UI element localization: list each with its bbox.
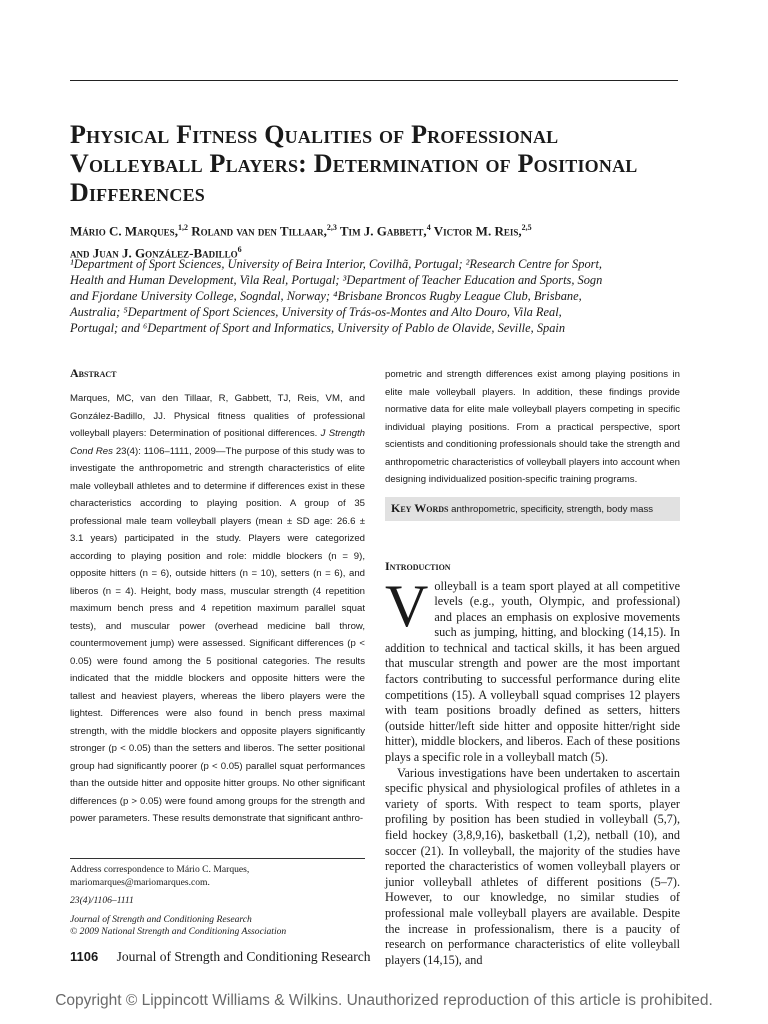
- correspondence: Address correspondence to Mário C. Marques, mariomarques@mariomarques.com.: [70, 864, 250, 888]
- author-name: Victor M. Reis,: [433, 223, 522, 239]
- journal-copyright: [70, 914, 365, 939]
- introduction-body: [385, 572, 680, 969]
- footnote-journal: Journal of Strength and Conditioning Research: [70, 913, 252, 925]
- left-column: [70, 366, 365, 828]
- keywords-box: [385, 497, 680, 521]
- author-affil-sup: 2,3: [326, 223, 337, 232]
- issue-info: 23(4)/1106–1111: [70, 895, 134, 906]
- abstract-continuation: pometric and strength differences exist among playing positions in elite male volleyball players. In addition, these findings provide normative data for elite male volleyball players competing in specific individual playing positions. From a practical perspective, sport scientists and conditioning professionals should take the strength and anthropometric characteristics of volleyball players into account when designing individualized position-specific training programs.: [385, 369, 680, 485]
- author-affil-sup: 4: [426, 223, 431, 232]
- drop-cap: V: [385, 572, 429, 639]
- intro-paragraph-1: [385, 572, 680, 766]
- introduction-heading: Introduction: [385, 558, 451, 573]
- abstract-text: [70, 390, 365, 828]
- footnote-rule: [70, 858, 365, 859]
- keywords-text: anthropometric, specificity, strength, body mass: [451, 503, 654, 515]
- abstract-heading: Abstract: [70, 366, 117, 380]
- page-footer: [70, 948, 371, 966]
- page-number: 1106: [70, 949, 99, 964]
- author-affil-sup: 6: [237, 245, 242, 255]
- author-name: Mário C. Marques,: [70, 223, 178, 239]
- author-affil-sup: 1,2: [177, 223, 188, 232]
- abstract-citation: Marques, MC, van den Tillaar, R, Gabbett, TJ, Reis, VM, and González-Badillo, JJ. Physical fitness qualities of professional volleyball players: Determination of positional differences.: [70, 393, 365, 439]
- intro-paragraph-2: Various investigations have been undertaken to ascertain specific physical and physiological profiles of athletes in a variety of sports. With respect to team sports, player profiling by position has been studied in volleyball (5,7), field hockey (3,8,9,16), basketball (1,2), netball (10), and soccer (21). In volleyball, the majority of the studies have reported the characteristics of women volleyball players or junior volleyball athletes of different positions (5–7). However, to our knowledge, no similar studies of professional male volleyball players are available. Despite the increase in professionalism, there is a paucity of research on performance characteristics of elite volleyball players (14,15), and: [385, 765, 680, 967]
- journal-ref: J Strength Cond Res: [70, 428, 366, 457]
- keywords-label: Key Words: [391, 500, 449, 515]
- affiliations: ¹Department of Sport Sciences, University of Beira Interior, Covilhã, Portugal; ²Research Centre for Sport, Health and Human Development, Vila Real, Portugal; ³Department of Teacher Education and Sports, Sogn and Fjordane University College, Sogndal, Norway; ⁴Brisbane Broncos Rugby League Club, Brisbane, Australia; ⁵Department of Sport Sciences, University of Trás-os-Montes and Alto Douro, Vila Real, Portugal; and ⁶Department of Sport and Informatics, University of Pablo de Olavide, Seville, Spain: [70, 257, 603, 335]
- footnote-copyright: © 2009 National Strength and Conditioning Association: [70, 926, 287, 937]
- author-affil-sup: 2,5: [521, 223, 532, 232]
- article-title: Physical Fitness Qualities of Professional Volleyball Players: Determination of Positional Differences: [70, 120, 638, 207]
- author-name: Tim J. Gabbett,: [339, 223, 427, 239]
- footnote: [70, 864, 365, 945]
- right-column: [385, 366, 680, 968]
- author-name: Roland van den Tillaar,: [191, 223, 327, 239]
- journal-title: Journal of Strength and Conditioning Research: [116, 949, 371, 964]
- intro-paragraph-1-text: olleyball is a team sport played at all competitive levels (e.g., youth, Olympic, and professional) and places an emphasis on explosive movements such as jumping, hitting, and blocking (14,15). In addition to technical and tactical skills, it has been argued that muscular strength and power are the most important factors contributing to successful performance during elite competitions (15). A volleyball squad comprises 12 players with team positions broadly defined as setters, hitters (outside hitter/left side hitter and opposite hitter/right side hitter), middle blockers, and liberos. Each of these positions plays a specific role in a volleyball match (5).: [385, 578, 680, 765]
- citation-tail: 23(4): 1106–1111, 2009—: [115, 445, 226, 457]
- author-name: and Juan J. González-Badillo: [70, 245, 238, 261]
- abstract-body: The purpose of this study was to investigate the anthropometric and strength characteristics of elite male volleyball athletes and to determine if differences exist in these characteristics according to playing position. A group of 35 professional male team volleyball players (mean ± SD age: 26.6 ± 3.1 years) participated in the study. Players were categorized according to playing position and role: middle blockers (n = 9), opposite hitters (n = 6), outside hitters (n = 10), setters (n = 6), and liberos (n = 4). Height, body mass, muscular strength (4 repetition maximum bench press and 4 repetition maximum parallel squat tests), and muscular power (overhead medicine ball throw, countermovement jump) were assessed. Significant differences (p < 0.05) were found among the 5 positional categories. The results indicated that the middle blockers and opposite hitters were the tallest and heaviest players, whereas the libero players were the lightest. Differences were also found in bench press maximal strength, with the middle blockers and opposite players significantly stronger (p < 0.05) than the setters and liberos. The setter positional group had significantly poorer (p < 0.05) parallel squat performances than the outside hitter and opposite hitter groups. No other significant differences (p > 0.05) were found among groups for the strength and power parameters. These results demonstrate that significant anthro-: [70, 445, 365, 824]
- top-rule: [70, 80, 678, 81]
- copyright-banner: Copyright © Lippincott Williams & Wilkins. Unauthorized reproduction of this article is prohibited.: [55, 992, 713, 1009]
